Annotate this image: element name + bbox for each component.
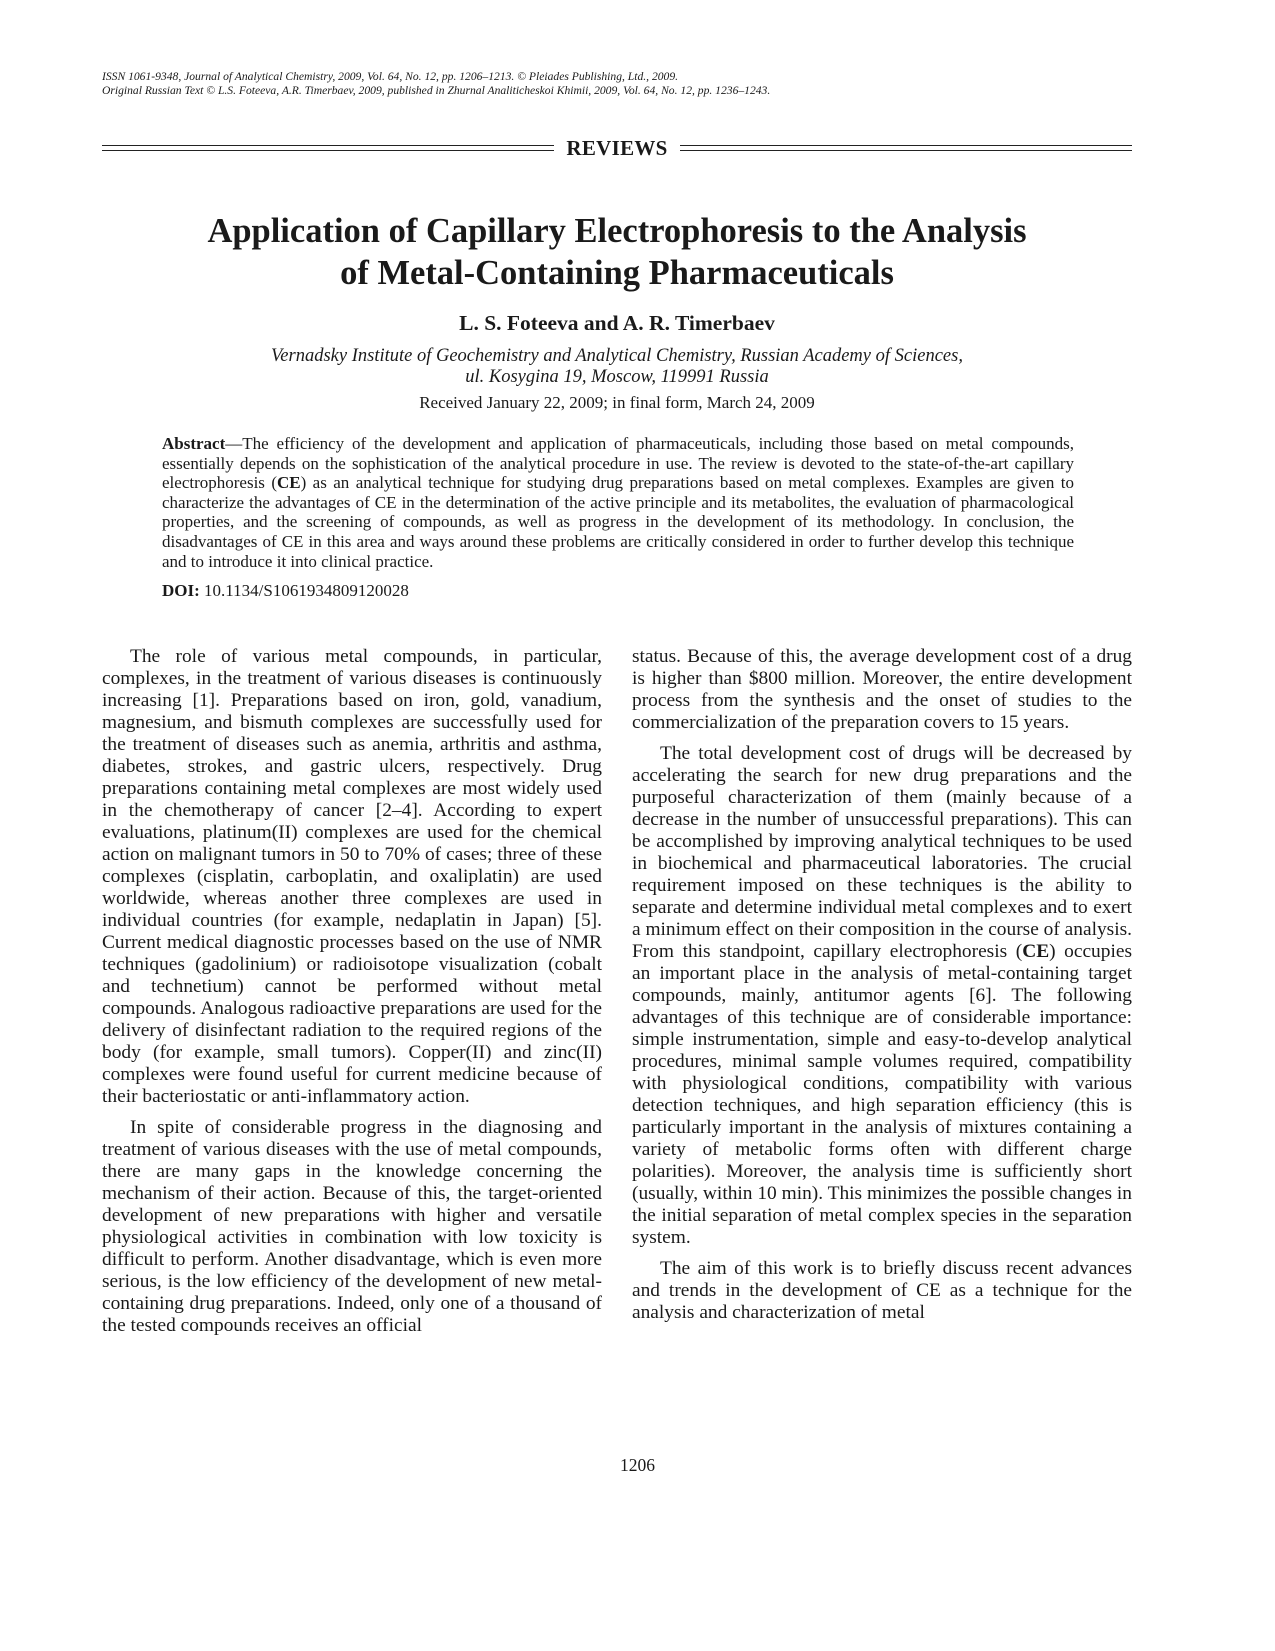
paper-title-line1: Application of Capillary Electrophoresis to the Analysis [207, 212, 1027, 250]
paragraph: The role of various metal compounds, in particular, complexes, in the treatment of various diseases is continuously increasing [1]. Preparations based on iron, gold, vanadium, magnesium, and bismuth complexes are successfully used for the treatment of diseases such as anemia, arthritis and asthma, diabetes, strokes, and gastric ulcers, respectively. Drug preparations containing metal complexes are most widely used in the chemotherapy of cancer [2–4]. According to expert evaluations, platinum(II) complexes are used for the chemical action on malignant tumors in 50 to 70% of cases; three of these complexes (cisplatin, carboplatin, and oxaliplatin) are used worldwide, whereas another three complexes are used in individual countries (for example, nedaplatin in Japan) [5]. Current medical diagnostic processes based on the use of NMR techniques (gadolinium) or radioisotope visualization (cobalt and technetium) cannot be performed without metal compounds. Analogous radioactive preparations are used for the delivery of disinfectant radiation to the required regions of the body (for example, small tumors). Copper(II) and zinc(II) complexes were found useful for current medicine because of their bacteriostatic or anti-inflammatory action. [102, 646, 602, 1107]
paragraph: status. Because of this, the average development cost of a drug is higher than $800 million. Moreover, the entire development process from the synthesis and the onset of studies to the commercialization of the preparation covers to 15 years. [632, 646, 1132, 733]
paragraph-part: ) occupies an important place in the analysis of metal-containing target compounds, mainly, antitumor agents [6]. The following advantages of this technique are of considerable importance: simple instrumentation, simple and easy-to-develop analytical procedures, minimal sample volumes required, compatibility with physiological conditions, compatibility with various detection techniques, and high separation efficiency (this is particularly important in the analysis of mixtures containing a variety of metabolic forms often with different charge polarities). Moreover, the analysis time is sufficiently short (usually, within 10 min). This minimizes the possible changes in the initial separation of metal complex species in the separation system. [632, 941, 1132, 1248]
abstract [162, 434, 1074, 601]
paper-title [102, 210, 1132, 294]
page-number: 1206 [620, 1455, 655, 1475]
paragraph: The aim of this work is to briefly discuss recent advances and trends in the development of CE as a technique for the analysis and characterization of metal [632, 1258, 1132, 1323]
abstract-label: Abstract [162, 434, 226, 453]
affiliation-line1: Vernadsky Institute of Geochemistry and Analytical Chemistry, Russian Academy of Sciences, [271, 346, 963, 366]
right-column [632, 646, 1132, 1346]
received-date: Received January 22, 2009; in final form, March 24, 2009 [419, 393, 815, 412]
paragraph: In spite of considerable progress in the diagnosing and treatment of various diseases with the use of metal compounds, there are many gaps in the knowledge concerning the mechanism of their action. Because of this, the target-oriented development of new preparations with higher and versatile physiological activities in combination with low toxicity is difficult to perform. Another disadvantage, which is even more serious, is the low efficiency of the development of new metal-containing drug preparations. Indeed, only one of a thousand of the tested compounds receives an official [102, 1117, 602, 1336]
paragraph [632, 743, 1132, 1249]
paragraph-part: The total development cost of drugs will be decreased by accelerating the search for new drug preparations and the purposeful characterization of them (mainly because of a decrease in the number of unsuccessful preparations). This can be accomplished by improving analytical techniques to be used in biochemical and pharmaceutical laboratories. The crucial requirement imposed on these techniques is the ability to separate and determine individual metal complexes and to exert a minimum effect on their composition in the course of analysis. From this standpoint, capillary electrophoresis ( [632, 743, 1132, 962]
journal-citation: ISSN 1061-9348, Journal of Analytical Chemistry, 2009, Vol. 64, No. 12, pp. 1206–1213. © Pleiades Publishing, Ltd., 2009. [102, 70, 679, 83]
authors: L. S. Foteeva and A. R. Timerbaev [459, 311, 775, 335]
affiliation-line2: ul. Kosygina 19, Moscow, 119991 Russia [465, 367, 769, 387]
section-label: REVIEWS [566, 135, 668, 160]
abstract-text [162, 434, 1074, 571]
section-banner [102, 132, 1132, 164]
doi-label: DOI: [162, 581, 200, 601]
abstract-part2: ) as an analytical technique for studying drug preparations based on metal complexes. Examples are given to characterize the advantages of CE in the determination of the active principle and its metabolites, the evaluation of pharmacological properties, and the screening of compounds, as well as progress in the development of its methodology. In conclusion, the disadvantages of CE in this area and ways around these problems are critically considered in order to further develop this technique and to introduce it into clinical practice. [162, 473, 1074, 571]
doi [162, 581, 1074, 601]
abstract-ce: CE [276, 473, 301, 493]
affiliation [102, 346, 1132, 388]
title-block [102, 210, 1132, 413]
body-columns [102, 646, 1132, 1346]
ce-abbrev: CE [1022, 941, 1050, 962]
journal-header [102, 70, 1162, 98]
doi-value: 10.1134/S1061934809120028 [199, 581, 409, 601]
original-text-note: Original Russian Text © L.S. Foteeva, A.R. Timerbaev, 2009, published in Zhurnal Analiticheskoi Khimii, 2009, Vol. 64, No. 12, pp. 1236–1243. [102, 84, 771, 97]
abstract-part1: —The efficiency of the development and application of pharmaceuticals, including those based on metal compounds, essentially depends on the sophistication of the analytical procedure in use. The review is devoted to the state-of-the-art capillary electrophoresis ( [162, 434, 1074, 493]
left-column [102, 646, 602, 1346]
left-double-rule [102, 145, 554, 151]
paper-title-line2: of Metal-Containing Pharmaceuticals [340, 254, 894, 292]
right-double-rule [680, 145, 1132, 151]
